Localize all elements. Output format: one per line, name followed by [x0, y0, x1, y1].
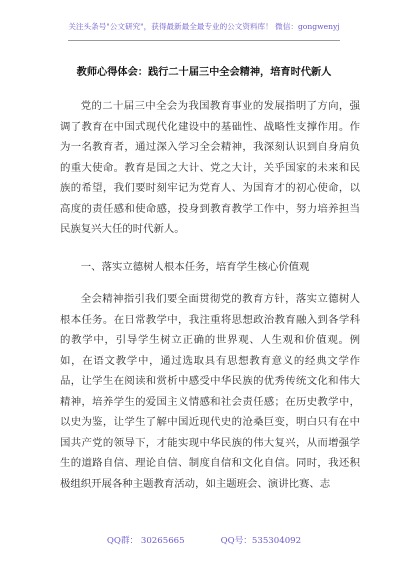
footer-qq-group: QQ群： 30265665 [106, 536, 185, 546]
footer-qq-number: QQ号：535304092 [220, 536, 302, 546]
section-heading-1: 一、落实立德树人根本任务，培育学生核心价值观 [80, 261, 310, 273]
paragraph-intro: 党的二十届三中全会为我国教育事业的发展指明了方向，强调了教育在中国式现代化建设中的基础性、战略性支撑作用。作为一名教育者，通过深入学习全会精神，我深刻认识到自身肩负的重大使命。教育是国之大计、党之大计，关乎国家的未来和民族的希望，我们要时刻牢记为党育人、为国育才的初心使命，以高度的责任感和使命感，投身到教育教学工作中，努力培养担当民族复兴大任的时代新人。 [60, 100, 360, 235]
header-banner: 关注头条号"公文研究"，获得最新最全最专业的公文资料库！ 微信：gongwenyj [68, 22, 340, 31]
header-divider [68, 40, 340, 41]
paragraph-section-1: 全会精神指引我们要全面贯彻党的教育方针，落实立德树人根本任务。在日常教学中，我注重将思想政治教育融入到各学科的教学中，引导学生树立正确的世界观、人生观和价值观。例如，在语文教学中，通过选取具有思想教育意义的经典文学作品，让学生在阅读和赏析中感受中华民族的优秀传统文化和伟大精神，培养学生的爱国主义情感和社会责任感；在历史教学中，以史为鉴，让学生了解中国近现代史的沧桑巨变，明白只有在中国共产党的领导下，才能实现中华民族的伟大复兴，从而增强学生的道路自信、理论自信、制度自信和文化自信。同时，我还积极组织开展各种主题教育活动，如主题班会、演讲比赛、志 [60, 293, 360, 490]
document-title: 教师心得体会：践行二十届三中全会精神，培育时代新人 [76, 66, 332, 78]
footer-contact [0, 535, 408, 547]
